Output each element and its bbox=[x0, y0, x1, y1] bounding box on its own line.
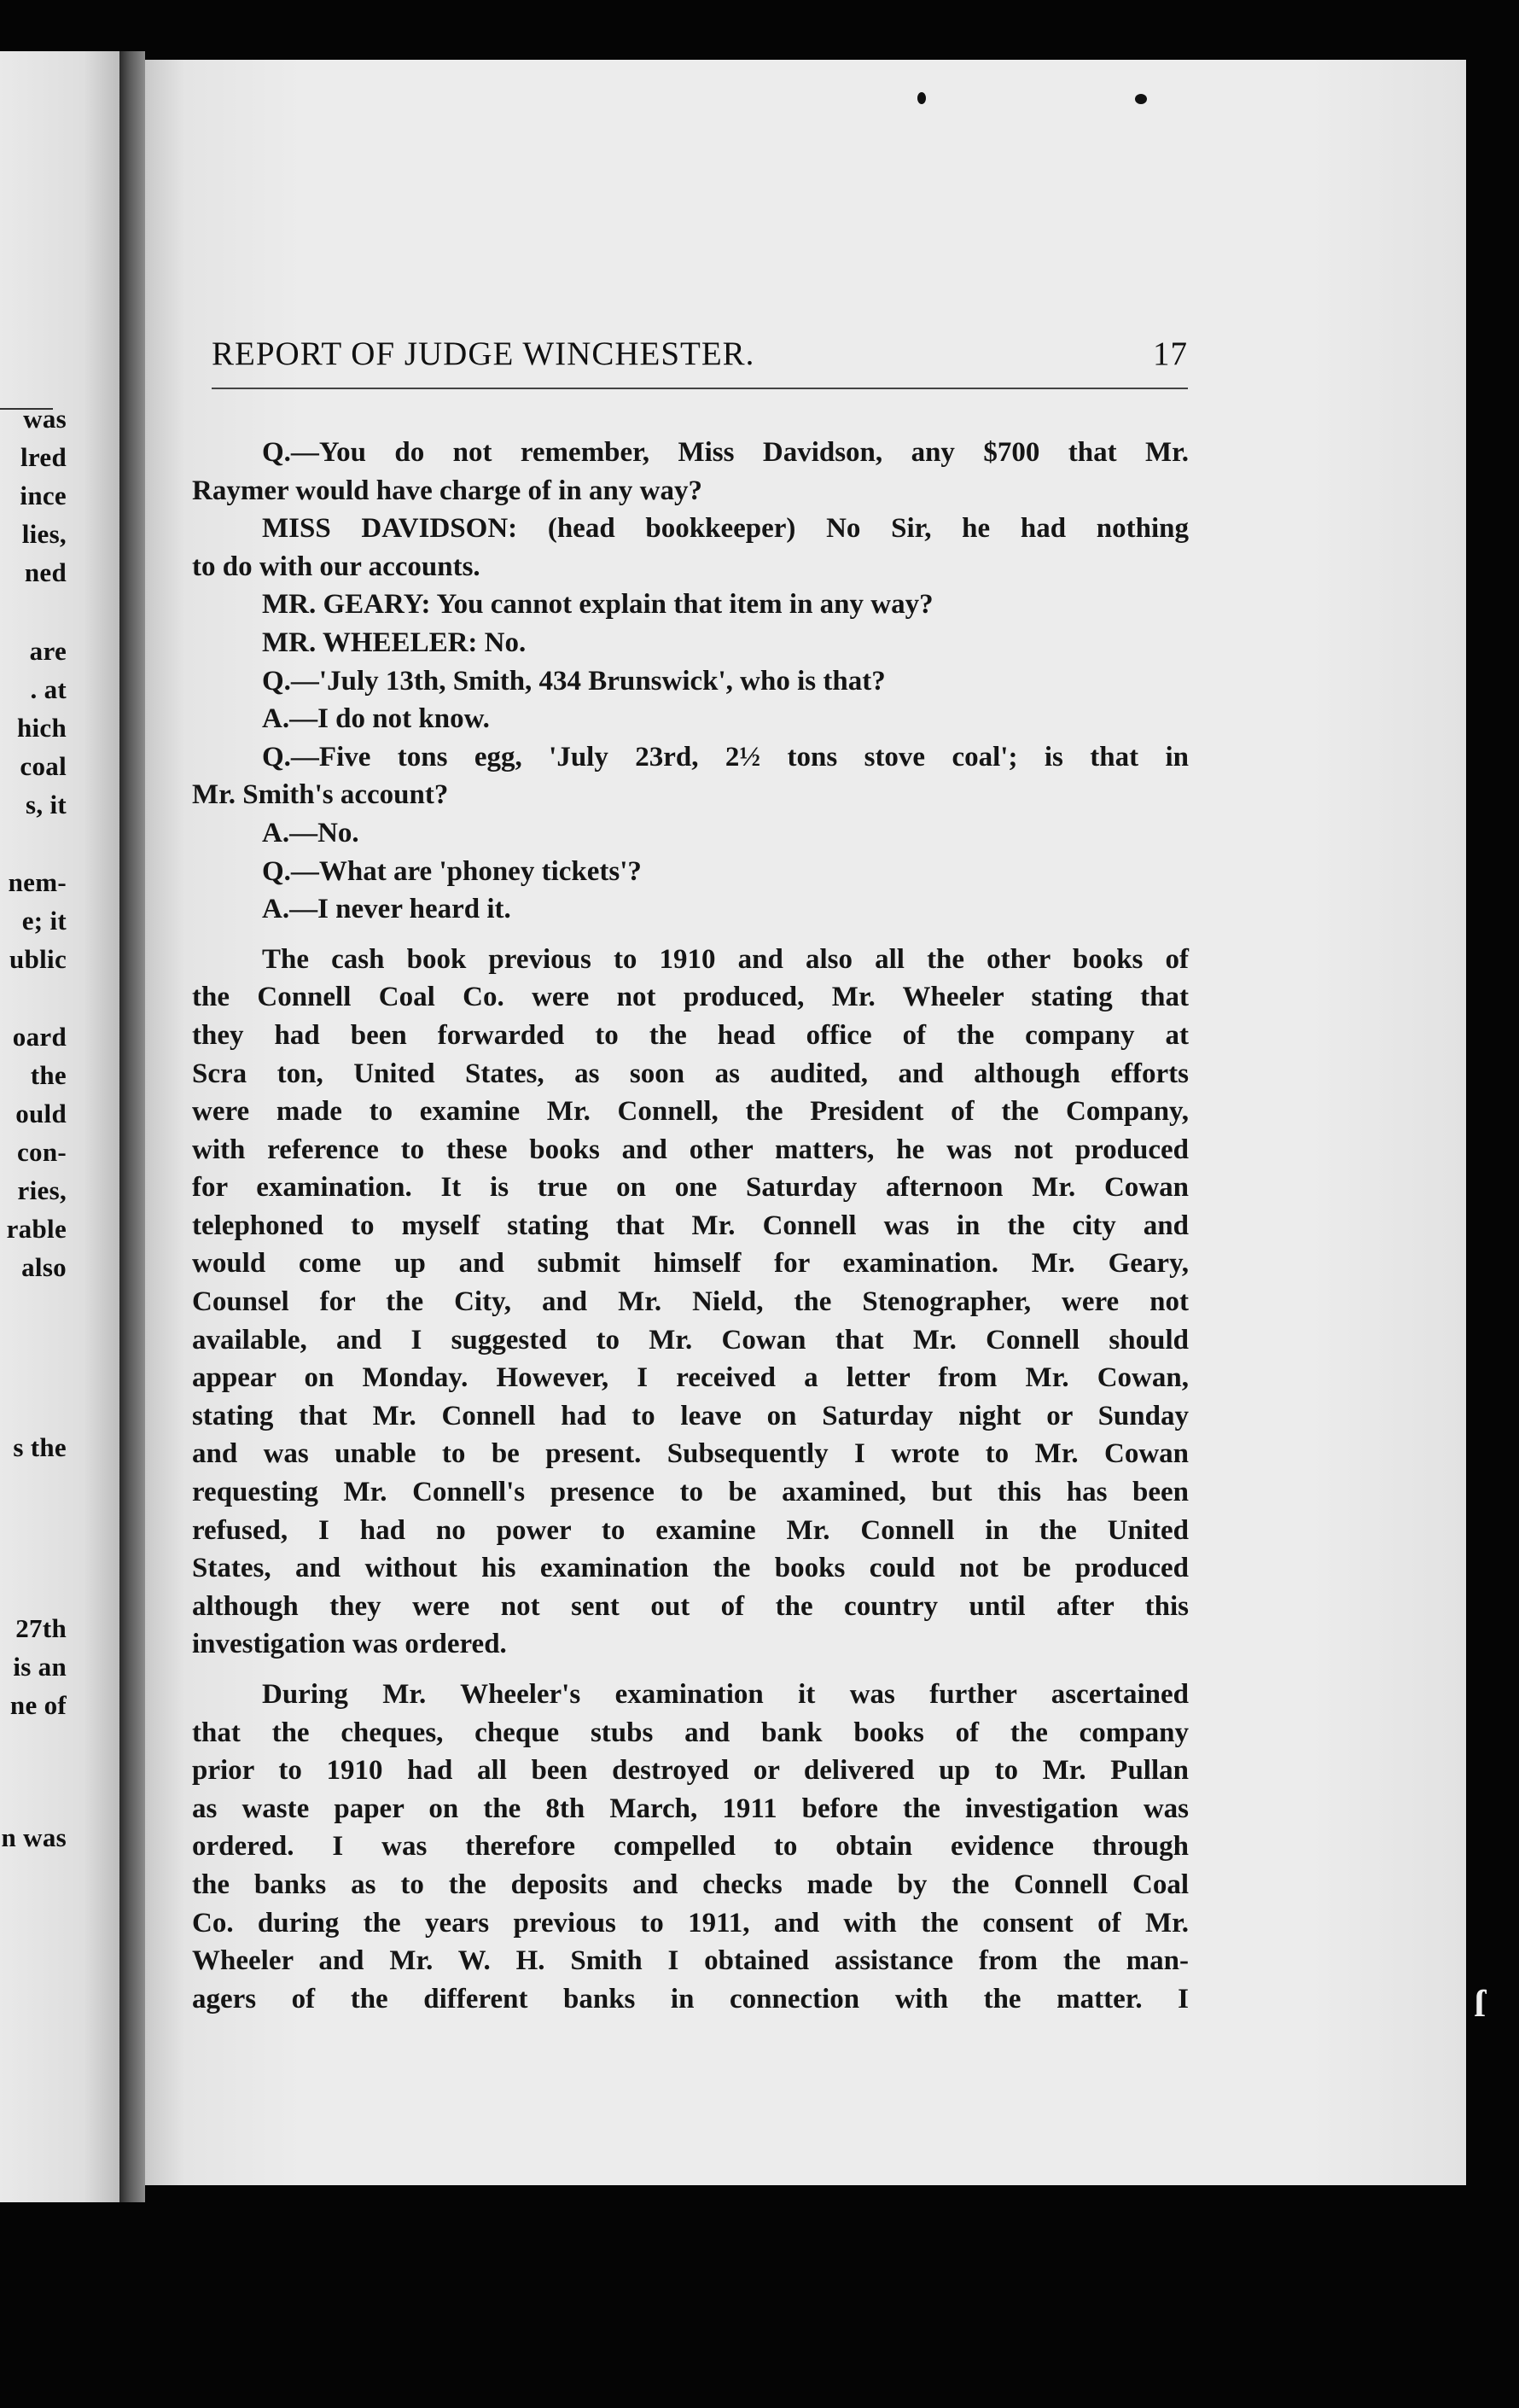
facing-page-text-fragment: was bbox=[23, 404, 67, 434]
text-line: prior to 1910 had all been destroyed or delivered up to Mr. Pullan bbox=[192, 1755, 1189, 1787]
facing-page-text-fragment: con- bbox=[16, 1137, 67, 1167]
page-header-title: REPORT OF JUDGE WINCHESTER. bbox=[212, 335, 755, 372]
text-line: Q.—You do not remember, Miss Davidson, any $700 that Mr. bbox=[262, 437, 1189, 468]
text-line: would come up and submit himself for examination. Mr. Geary, bbox=[192, 1248, 1189, 1280]
book-gutter bbox=[119, 51, 145, 2202]
text-line: available, and I suggested to Mr. Cowan that Mr. Connell should bbox=[192, 1324, 1189, 1356]
header-rule bbox=[212, 388, 1188, 389]
text-line: requesting Mr. Connell's presence to be axamined, but this has been bbox=[192, 1477, 1189, 1508]
text-line: and was unable to be present. Subsequently I wrote to Mr. Cowan bbox=[192, 1438, 1189, 1470]
text-line: A.—I never heard it. bbox=[262, 894, 511, 925]
text-line: they had been forwarded to the head office of the company at bbox=[192, 1019, 1189, 1051]
text-line: that the cheques, cheque stubs and bank books of the company bbox=[192, 1717, 1189, 1748]
text-line: the banks as to the deposits and checks made by the Connell Coal bbox=[192, 1869, 1189, 1900]
ink-speck bbox=[917, 92, 926, 104]
facing-page-text-fragment: s the bbox=[13, 1432, 67, 1462]
text-line: A.—No. bbox=[262, 817, 359, 848]
facing-page-text-fragment: . at bbox=[30, 674, 67, 704]
facing-page-text-fragment: ne of bbox=[9, 1690, 67, 1720]
text-line: MR. GEARY: You cannot explain that item in any way? bbox=[262, 589, 934, 621]
facing-page-text-fragment: hich bbox=[16, 713, 67, 743]
text-line: Mr. Smith's account? bbox=[192, 779, 449, 811]
text-line: Q.—'July 13th, Smith, 434 Brunswick', who is that? bbox=[262, 665, 886, 697]
facing-page-text-fragment: coal bbox=[20, 751, 67, 781]
text-line: telephoned to myself stating that Mr. Connell was in the city and bbox=[192, 1210, 1189, 1241]
facing-page-text-fragment: lred bbox=[20, 442, 67, 472]
text-line: MISS DAVIDSON: (head bookkeeper) No Sir, he had nothing bbox=[262, 513, 1189, 545]
page-body-text bbox=[192, 434, 1189, 2018]
page-number: 17 bbox=[1153, 335, 1188, 372]
text-line: During Mr. Wheeler's examination it was further ascertained bbox=[262, 1679, 1189, 1710]
text-line: to do with our accounts. bbox=[192, 551, 480, 582]
scan-border bbox=[1466, 51, 1519, 2219]
facing-page-text-fragment: 27th bbox=[15, 1613, 67, 1643]
text-line: A.—I do not know. bbox=[262, 703, 490, 735]
facing-page-text-fragment: ries, bbox=[17, 1175, 67, 1205]
running-header bbox=[212, 335, 1188, 386]
edge-mark: ſ bbox=[1475, 1983, 1486, 2025]
text-line: States, and without his examination the books could not be produced bbox=[192, 1553, 1189, 1584]
text-line: Q.—What are 'phoney tickets'? bbox=[262, 855, 642, 887]
facing-page-text-fragment: e; it bbox=[21, 906, 67, 936]
facing-page-text-fragment: oard bbox=[12, 1022, 67, 1052]
text-line: Wheeler and Mr. W. H. Smith I obtained assistance from the man- bbox=[192, 1945, 1189, 1977]
text-line: refused, I had no power to examine Mr. Connell in the United bbox=[192, 1514, 1189, 1546]
text-line: ordered. I was therefore compelled to obtain evidence through bbox=[192, 1831, 1189, 1863]
text-line: with reference to these books and other matters, he was not produced bbox=[192, 1134, 1189, 1165]
paragraph-gap bbox=[192, 1664, 1189, 1676]
facing-page-text-fragment: s, it bbox=[26, 790, 67, 819]
facing-page-text-fragment: are bbox=[29, 636, 67, 666]
text-line: MR. WHEELER: No. bbox=[262, 627, 527, 658]
facing-page-text-fragment: rable bbox=[6, 1214, 67, 1244]
facing-page-text-fragment: ublic bbox=[9, 944, 67, 974]
text-line: stating that Mr. Connell had to leave on Saturday night or Sunday bbox=[192, 1400, 1189, 1431]
text-line: Q.—Five tons egg, 'July 23rd, 2½ tons stove coal'; is that in bbox=[262, 741, 1189, 773]
ink-speck bbox=[1135, 94, 1147, 104]
text-line: were made to examine Mr. Connell, the President of the Company, bbox=[192, 1096, 1189, 1128]
text-line: The cash book previous to 1910 and also all the other books of bbox=[262, 943, 1189, 975]
facing-page-text-fragment: lies, bbox=[21, 519, 67, 549]
text-line: Co. during the years previous to 1911, and with the consent of Mr. bbox=[192, 1907, 1189, 1939]
text-line: agers of the different banks in connection with the matter. I bbox=[192, 1983, 1189, 2014]
text-line: although they were not sent out of the country until after this bbox=[192, 1590, 1189, 1622]
text-line: investigation was ordered. bbox=[192, 1629, 507, 1660]
facing-page-text-fragment: nem- bbox=[8, 867, 67, 897]
text-line: Counsel for the City, and Mr. Nield, the Stenographer, were not bbox=[192, 1286, 1189, 1318]
text-line: the Connell Coal Co. were not produced, Mr. Wheeler stating that bbox=[192, 982, 1189, 1013]
facing-page-text-fragment: the bbox=[30, 1060, 67, 1090]
text-line: Raymer would have charge of in any way? bbox=[192, 475, 702, 506]
facing-page-text-fragment: n was bbox=[1, 1822, 67, 1852]
facing-page-fragment bbox=[0, 51, 119, 2202]
paragraph-gap bbox=[192, 929, 1189, 941]
text-line: Scra ton, United States, as soon as audited, and although efforts bbox=[192, 1058, 1189, 1089]
text-line: as waste paper on the 8th March, 1911 before the investigation was bbox=[192, 1793, 1189, 1824]
facing-page-text-fragment: ned bbox=[24, 557, 67, 587]
text-line: appear on Monday. However, I received a letter from Mr. Cowan, bbox=[192, 1362, 1189, 1394]
facing-page-text-fragment: ould bbox=[15, 1099, 67, 1128]
facing-page-text-fragment: ince bbox=[20, 481, 67, 510]
facing-page-text-fragment: also bbox=[21, 1252, 67, 1282]
facing-page-text-fragment: is an bbox=[13, 1652, 67, 1682]
text-line: for examination. It is true on one Saturday afternoon Mr. Cowan bbox=[192, 1172, 1189, 1204]
